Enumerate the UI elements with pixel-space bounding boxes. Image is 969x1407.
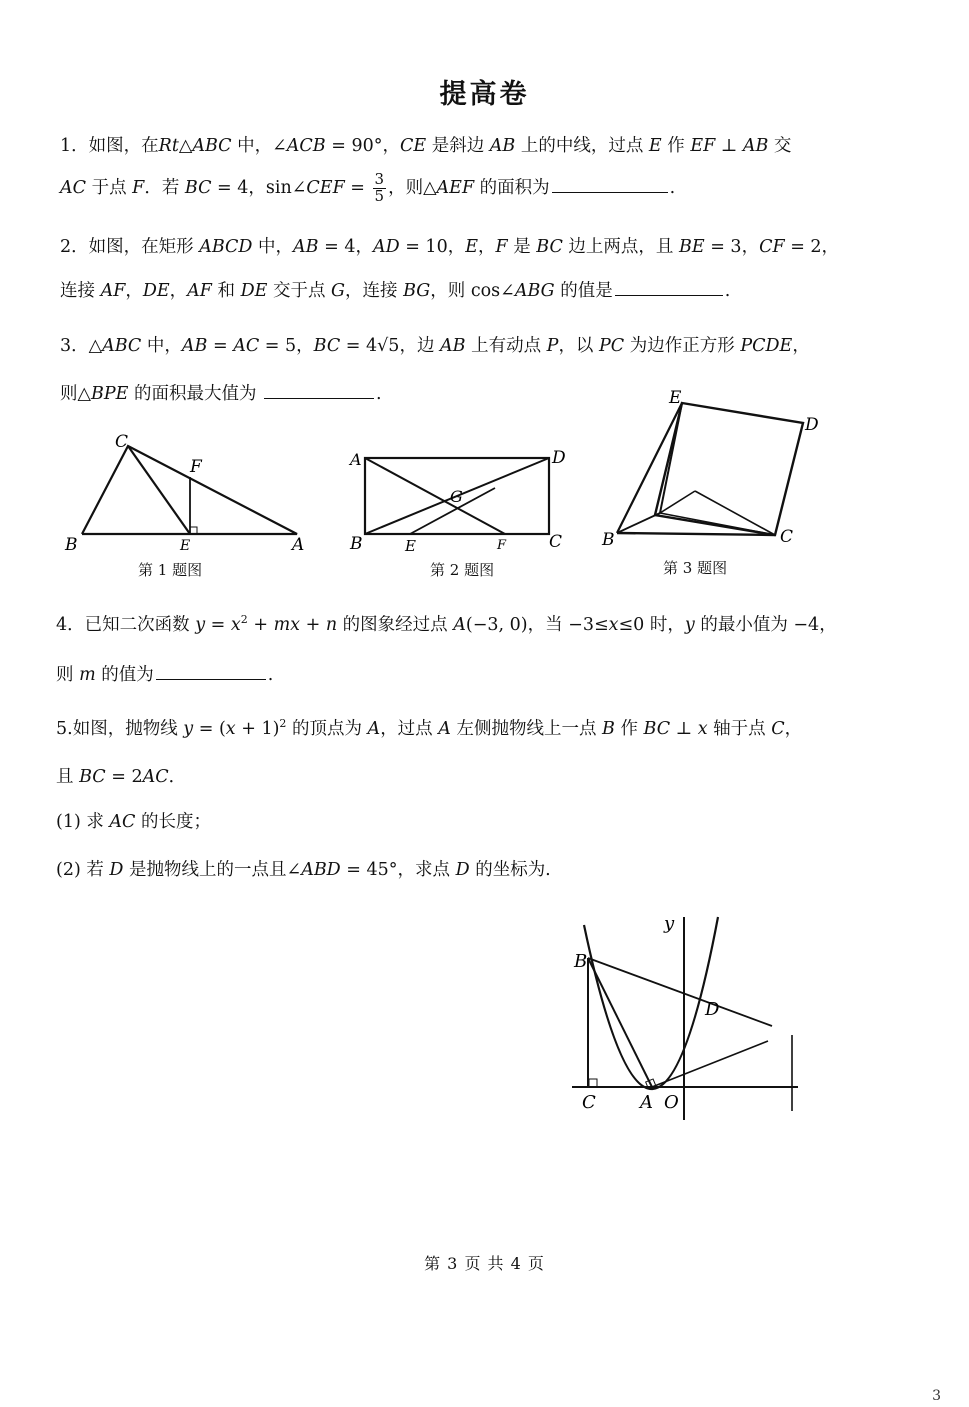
figure-1 [60,430,310,555]
fraction-3-5: $\frac{3}{5}$ [374,170,385,205]
fig3-line-a1 [660,491,695,513]
fig5-label-d: D [705,999,720,1020]
question-5-line-1: 5.如图，抛物线 $y = (x + 1)^2$ 的顶点为 A，过点 A 左侧抛物线上一点 B 作 BC ⊥ x 轴于点 C， [56,717,803,739]
question-5-line-2: 且 BC = 2AC． [56,767,187,787]
corner-page-mark: 3 [932,1388,941,1404]
fig2-line-ac [365,458,505,534]
question-1-line-2: AC 于点 F．若 BC = 4，sin∠CEF = $\frac{3}{5}$ ，则△AEF 的面积为 . [60,170,676,205]
fig3-label-d: D [805,415,819,435]
figure-5 [560,905,810,1125]
question-2-line-1: 2．如图，在矩形 ABCD 中，AB = 4，AD = 10，E，F 是 BC 边上两点，且 BE = 3，CF = 2， [60,237,840,257]
fig5-label-c: C [582,1092,596,1113]
answer-blank-3[interactable] [264,397,374,399]
fig3-line-pc [660,513,775,535]
question-3-line-1: 3．△ABC 中，AB = AC = 5，BC = 4√5，边 AB 上有动点 P，以 PC 为边作正方形 PCDE， [60,336,810,356]
fig3-line-be [617,403,682,533]
figure-2 [345,440,575,558]
fig3-line-ep [660,403,682,513]
page-footer: 第 3 页 共 4 页 [424,1254,545,1273]
fig2-label-e: E [405,537,416,555]
fig5-label-a: A [640,1092,653,1113]
question-2-line-2: 连接 AF，DE，AF 和 DE 交于点 G，连接 BG，则 cos∠ABG 的值是 . [60,281,731,301]
question-4-line-2: 则 m 的值为 . [56,665,274,685]
question-4-line-1: 4．已知二次函数 $y = x^2$ + mx + n 的图象经过点 A(−3, 0)，当 −3≤x≤0 时，y 的最小值为 −4， [56,613,837,635]
fig3-label-e: E [669,388,682,408]
answer-blank-2[interactable] [615,294,723,296]
fig2-label-b: B [350,534,363,554]
fig1-label-c: C [115,432,129,452]
fig2-label-f: F [497,538,507,553]
answer-blank-1[interactable] [552,191,668,193]
page-title: 提高卷 [439,79,530,110]
fig5-label-o: O [664,1092,679,1113]
fig3-label-b: B [602,530,615,550]
question-5-part-2: (2) 若 D 是抛物线上的一点且∠ABD = 45°，求点 D 的坐标为. [56,860,551,880]
fig5-parabola [584,917,718,1089]
fig3-line-bp [617,513,660,533]
fig1-line-ce [128,446,190,534]
fig1-label-b: B [65,535,78,555]
question-3-line-2: 则△BPE 的面积最大值为 . [60,384,382,404]
fig2-label-a: A [350,450,362,469]
figure-3-caption: 第 3 题图 [663,559,728,577]
fig5-right-angle-c [589,1079,597,1087]
fig1-label-e: E [180,538,191,554]
fig1-label-a: A [292,535,305,555]
fig3-label-c: C [780,527,794,547]
fig3-line-bc [617,533,775,535]
figure-3 [595,385,830,553]
question-1-line-1: 1．如图，在Rt△ABC 中，∠ACB = 90°，CE 是斜边 AB 上的中线，过点 E 作 EF ⊥ AB 交 [60,136,792,156]
fig5-line-a-ray [652,1041,768,1087]
fig2-label-g: G [450,487,463,506]
question-5-part-1: (1) 求 AC 的长度； [56,812,212,832]
answer-blank-4[interactable] [156,678,266,680]
figure-2-caption: 第 2 题图 [430,561,495,579]
fig5-label-y: y [664,913,675,934]
fig1-label-f: F [190,457,202,477]
fig2-label-d: D [552,448,566,468]
fig2-label-c: C [549,532,563,552]
figure-1-caption: 第 1 题图 [138,561,203,579]
fig5-label-b: B [574,951,588,972]
